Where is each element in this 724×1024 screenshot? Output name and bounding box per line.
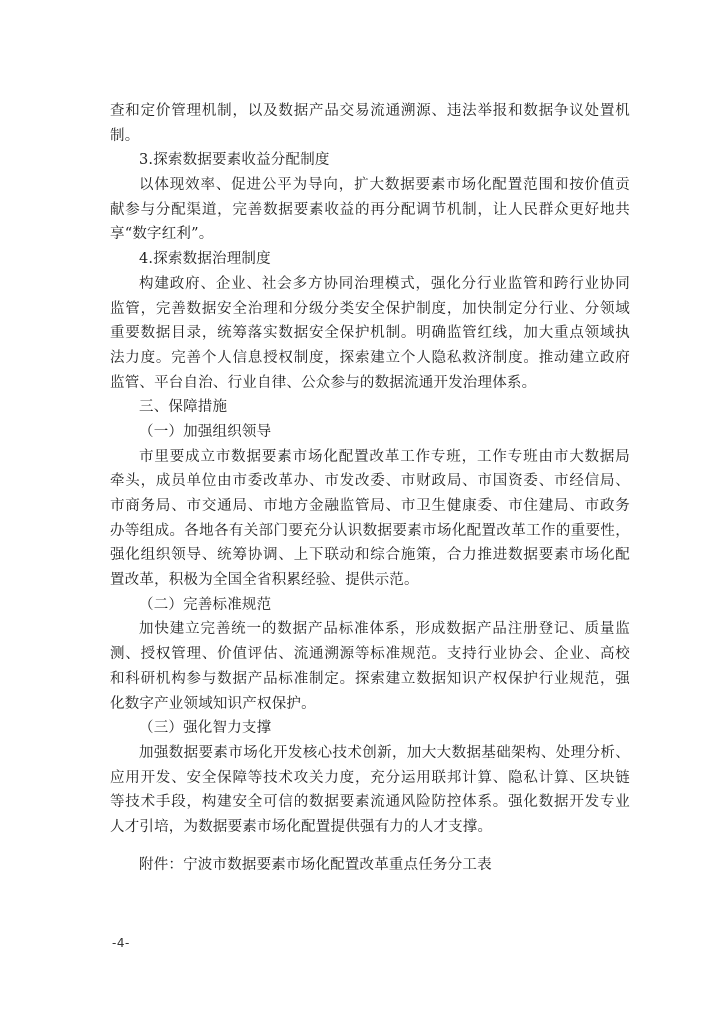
subheading-organization: （一）加强组织领导: [139, 423, 272, 440]
paragraph-line: 加快建立完善统一的数据产品标准体系，形成数据产品注册登记、质量监: [139, 621, 630, 638]
paragraph-line: 法力度。完善个人信息授权制度，探索建立个人隐私救济制度。推动建立政府: [110, 349, 630, 366]
body-text: [110, 99, 630, 877]
spacer: [110, 840, 630, 853]
page-number: -4-: [112, 936, 130, 950]
attachment-note: 附件：宁波市数据要素市场化配置改革重点任务分工表: [139, 856, 492, 873]
paragraph-line: 查和定价管理机制，以及数据产品交易流通溯源、违法举报和数据争议处置机: [110, 103, 630, 119]
paragraph-line: 重要数据目录，统筹落实数据安全保护机制。明确监管红线，加大重点领域执: [110, 325, 630, 342]
paragraph-line: 制。: [110, 127, 140, 144]
paragraph-line: 献参与分配渠道，完善数据要素收益的再分配调节机制，让人民群众更好地共: [110, 201, 630, 218]
paragraph-line: 办等组成。各地各有关部门要充分认识数据要素市场化配置改革工作的重要性，: [110, 522, 630, 539]
paragraph-line: 测、授权管理、价值评估、流通溯源等标准规范。支持行业协会、企业、高校: [110, 646, 630, 663]
paragraph-line: 监管、平台自治、行业自律、公众参与的数据流通开发治理体系。: [110, 374, 537, 391]
paragraph-line: 以体现效率、促进公平为导向，扩大数据要素市场化配置范围和按价值贡: [139, 177, 630, 194]
paragraph-line: 化数字产业领域知识产权保护。: [110, 695, 316, 712]
paragraph-line: 监管，完善数据安全治理和分级分类安全保护制度，加快制定分行业、分领域: [110, 300, 630, 317]
paragraph-line: 加强数据要素市场化开发核心技术创新，加大大数据基础架构、处理分析、: [139, 744, 630, 761]
paragraph-line: 应用开发、安全保障等技术攻关力度，充分运用联邦计算、隐私计算、区块链: [110, 769, 630, 786]
paragraph-line: 构建政府、企业、社会多方协同治理模式，强化分行业监管和跨行业协同: [139, 275, 630, 292]
section-heading-3: 3.探索数据要素收益分配制度: [139, 152, 330, 169]
paragraph-line: 享“数字红利”。: [110, 226, 214, 243]
paragraph-line: 市里要成立市数据要素市场化配置改革工作专班，工作专班由市大数据局: [139, 448, 630, 465]
chapter-heading-safeguards: 三、保障措施: [139, 399, 228, 416]
subheading-standards: （二）完善标准规范: [139, 596, 272, 613]
section-heading-4: 4.探索数据治理制度: [139, 251, 271, 268]
paragraph-line: 牵头，成员单位由市委改革办、市发改委、市财政局、市国资委、市经信局、: [110, 473, 630, 490]
paragraph-line: 和科研机构参与数据产品标准制定。探索建立数据知识产权保护行业规范，强: [110, 670, 630, 687]
paragraph-line: 强化组织领导、统筹协调、上下联动和综合施策，合力推进数据要素市场化配: [110, 547, 630, 564]
paragraph-line: 人才引培，为数据要素市场化配置提供强有力的人才支撑。: [110, 818, 493, 835]
paragraph-line: 等技术手段，构建安全可信的数据要素流通风险防控体系。强化数据开发专业: [110, 794, 630, 811]
paragraph-line: 置改革，积极为全国全省积累经验、提供示范。: [110, 572, 419, 589]
subheading-talent: （三）强化智力支撑: [139, 720, 272, 737]
paragraph-line: 市商务局、市交通局、市地方金融监管局、市卫生健康委、市住建局、市政务: [110, 498, 630, 514]
